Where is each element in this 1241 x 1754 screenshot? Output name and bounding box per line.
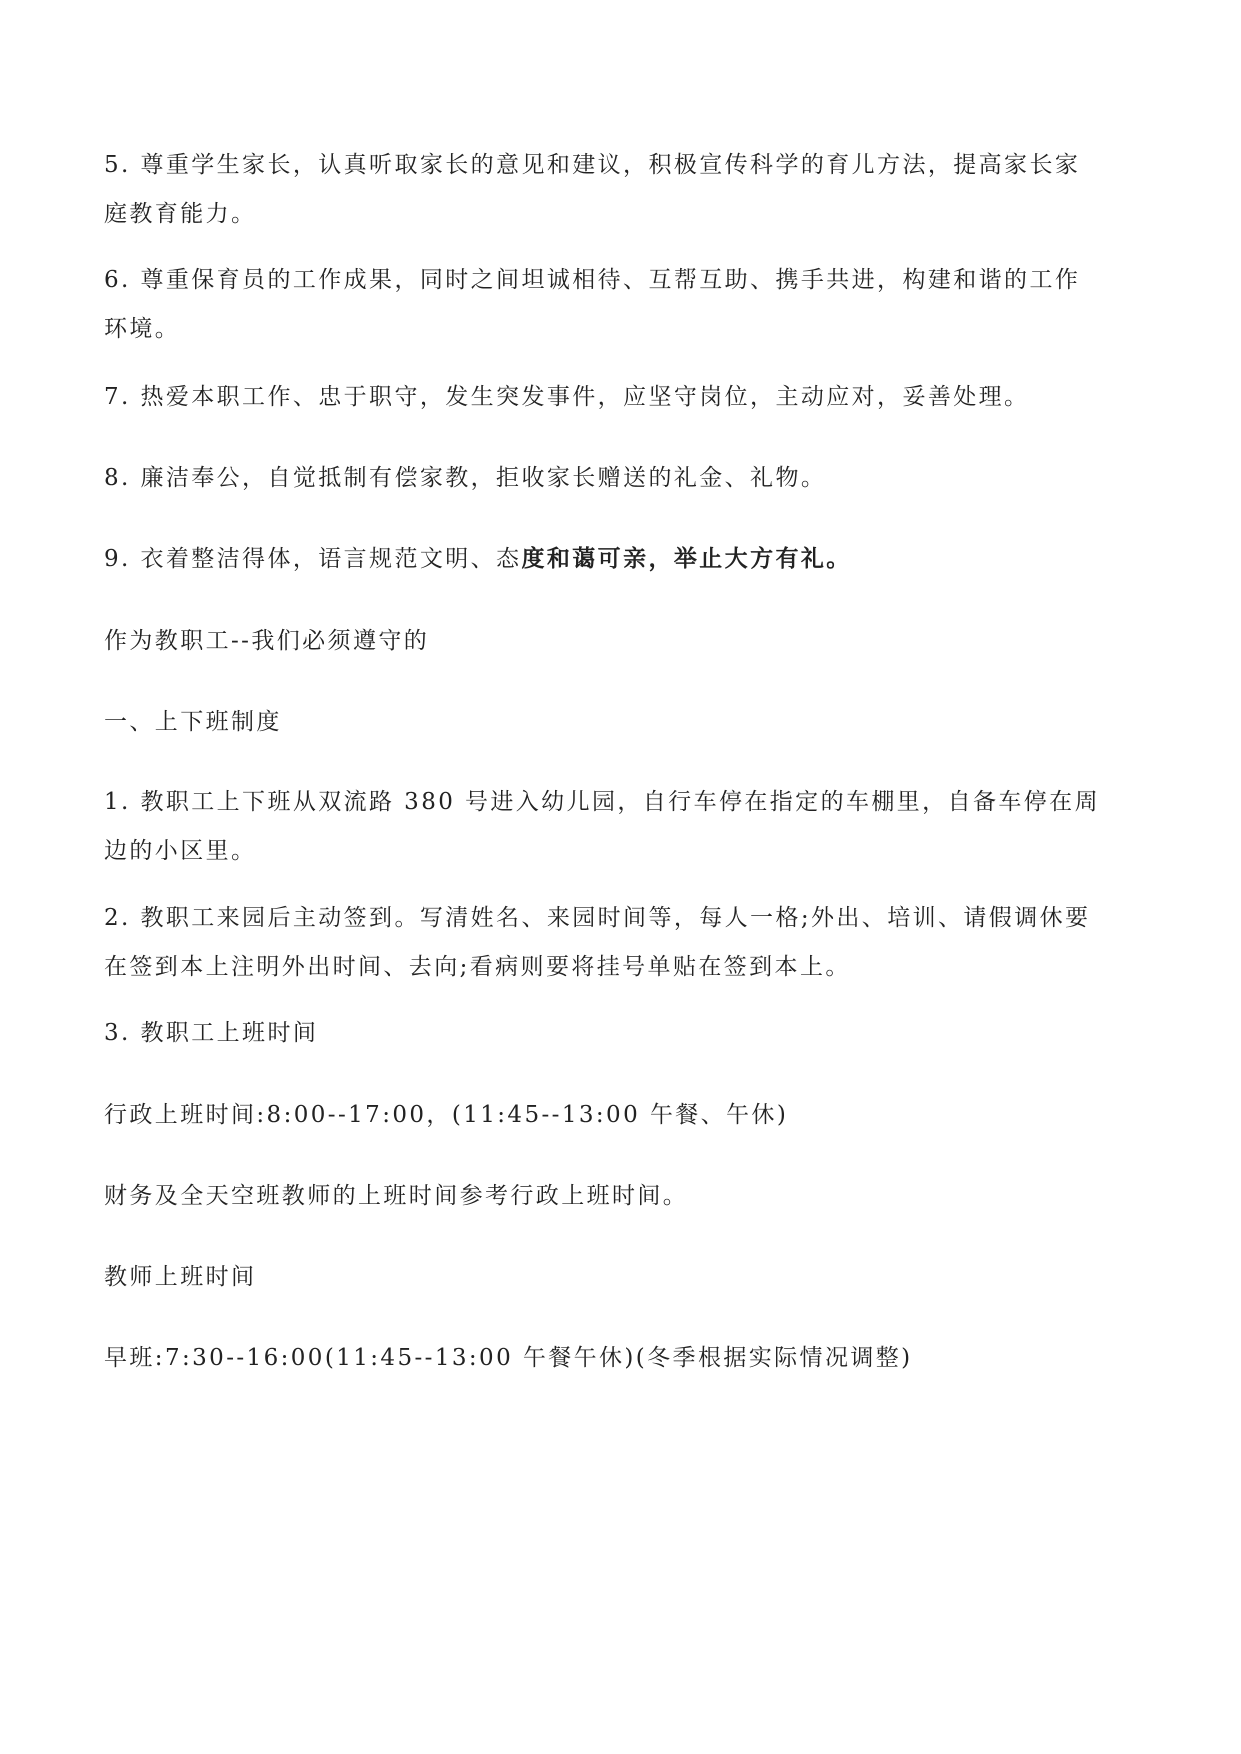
admin-hours xyxy=(104,1091,1144,1140)
text-line: 2. 教职工来园后主动签到。写清姓名、来园时间等，每人一格;外出、培训、请假调休要 xyxy=(104,905,1091,931)
text-bold: 度和蔼可亲，举止大方有礼。 xyxy=(521,546,852,572)
paragraph-item-5 xyxy=(104,141,1144,239)
text-line: 环境。 xyxy=(104,316,181,342)
text-line: 5. 尊重学生家长，认真听取家长的意见和建议，积极宣传科学的育儿方法，提高家长家 xyxy=(104,152,1081,178)
text-line: 6. 尊重保育员的工作成果，同时之间坦诚相待、互帮互助、携手共进，构建和谐的工作 xyxy=(104,267,1081,293)
text-line: 行政上班时间:8:00--17:00，(11:45--13:00 午餐、午休) xyxy=(104,1102,789,1128)
text-line: 财务及全天空班教师的上班时间参考行政上班时间。 xyxy=(104,1183,689,1209)
paragraph-item-6 xyxy=(104,256,1144,354)
text-line: 庭教育能力。 xyxy=(104,201,257,227)
text-line: 7. 热爱本职工作、忠于职守，发生突发事件，应坚守岗位，主动应对，妥善处理。 xyxy=(104,384,1030,410)
rule-item-1 xyxy=(104,778,1144,876)
rule-item-3 xyxy=(104,1009,1144,1058)
rule-item-2 xyxy=(104,894,1144,992)
finance-hours-note xyxy=(104,1172,1144,1221)
text-line: 3. 教职工上班时间 xyxy=(104,1020,319,1046)
text-line: 教师上班时间 xyxy=(104,1264,257,1290)
teacher-hours-title xyxy=(104,1253,1144,1302)
text-normal: 9. 衣着整洁得体，语言规范文明、态 xyxy=(104,546,522,572)
section-title-1 xyxy=(104,698,1144,747)
paragraph-item-7 xyxy=(104,373,1144,422)
text-line: 早班:7:30--16:00(11:45--13:00 午餐午休)(冬季根据实际情况调整) xyxy=(104,1345,913,1371)
text-line: 边的小区里。 xyxy=(104,838,257,864)
early-shift-hours xyxy=(104,1334,1144,1383)
text-line: 作为教职工--我们必须遵守的 xyxy=(104,628,430,654)
section-heading xyxy=(104,617,1144,666)
paragraph-item-8 xyxy=(104,454,1144,503)
text-line: 一、上下班制度 xyxy=(104,709,282,735)
text-line: 8. 廉洁奉公，自觉抵制有偿家教，拒收家长赠送的礼金、礼物。 xyxy=(104,465,827,491)
text-line: 1. 教职工上下班从双流路 380 号进入幼儿园，自行车停在指定的车棚里，自备车停在周 xyxy=(104,789,1100,815)
paragraph-item-9 xyxy=(104,535,1144,584)
text-line: 在签到本上注明外出时间、去向;看病则要将挂号单贴在签到本上。 xyxy=(104,954,851,980)
text-line xyxy=(104,535,1144,584)
